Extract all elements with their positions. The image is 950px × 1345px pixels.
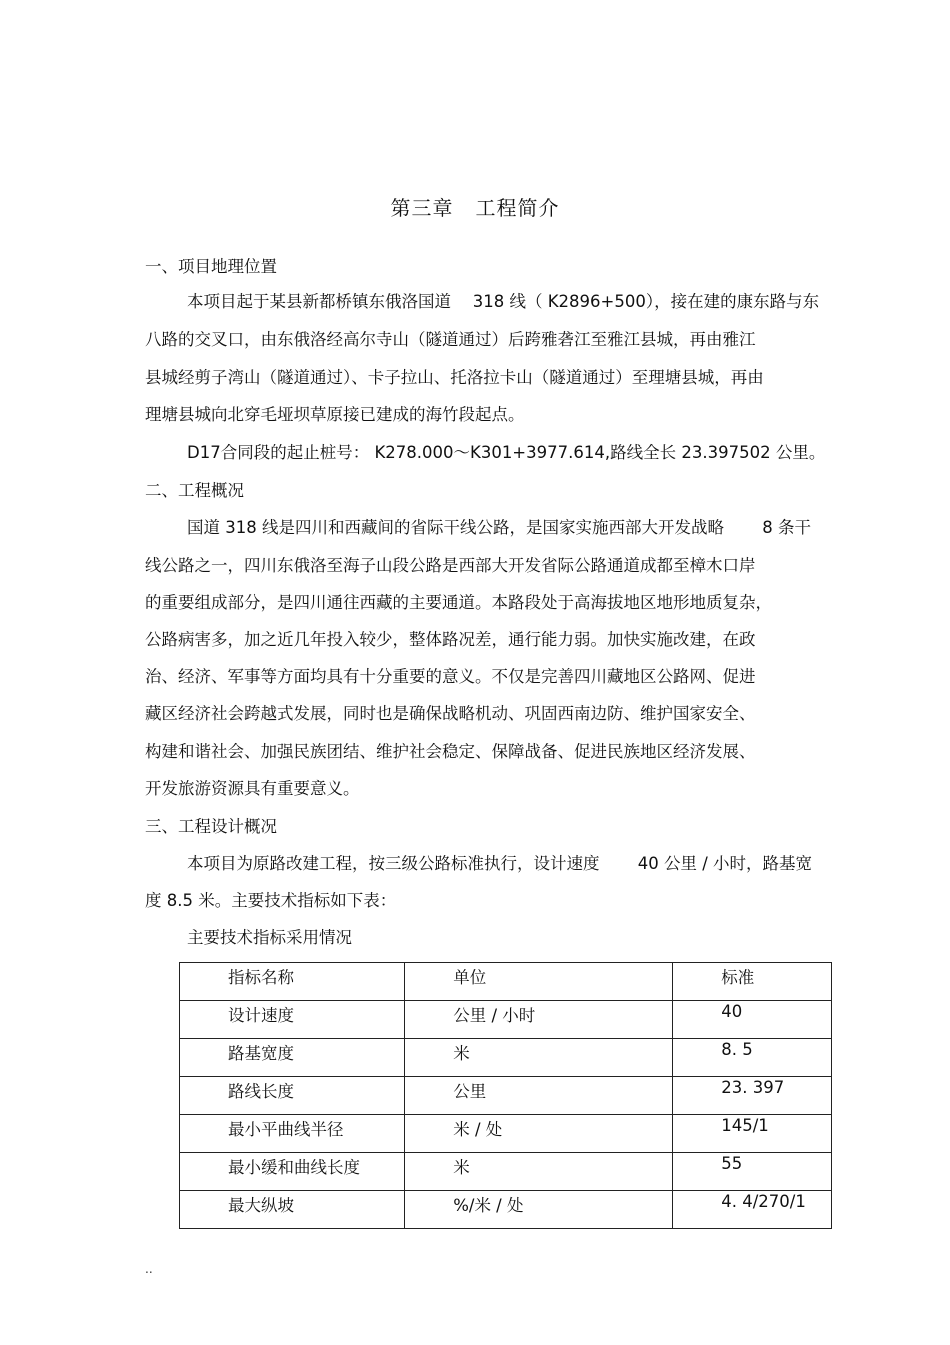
cell-text: %/米 / 处 (453, 1196, 524, 1215)
table-cell (673, 1039, 832, 1077)
header-cell (405, 963, 673, 1001)
table-cell (405, 1077, 673, 1115)
chapter-name: 工程简介 (475, 196, 560, 220)
table-row (180, 1039, 832, 1077)
cell-text: 米 / 处 (453, 1120, 503, 1139)
cell-text: 公里 (453, 1082, 487, 1101)
paragraph-line: D17合同段的起止桩号： K278.000～K301+3977.614,路线全长 23.397502 公里。 (187, 443, 826, 462)
table-header-row (180, 963, 832, 1001)
table-cell (405, 1115, 673, 1153)
paragraph-line: 开发旅游资源具有重要意义。 (145, 779, 360, 798)
section-heading-overview: 二、工程概况 (145, 481, 244, 500)
cell-text: 设计速度 (228, 1006, 294, 1025)
table-row (180, 1153, 832, 1191)
paragraph-line: 国道 318 线是四川和西藏间的省际干线公路，是国家实施西部大开发战略 8 条干 (187, 518, 811, 537)
paragraph-line: 藏区经济社会跨越式发展，同时也是确保战略机动、巩固西南边防、维护国家安全、 (145, 704, 756, 723)
paragraph-line: 公路病害多，加之近几年投入较少，整体路况差，通行能力弱。加快实施改建，在政 (145, 630, 756, 649)
cell-text: 8. 5 (721, 1040, 753, 1059)
table-cell (180, 1001, 405, 1039)
cell-text: 最小平曲线半径 (228, 1120, 344, 1139)
table-cell (405, 1153, 673, 1191)
paragraph-line: 线公路之一，四川东俄洛至海子山段公路是西部大开发省际公路通道成都至樟木口岸 (145, 556, 756, 575)
header-cell (673, 963, 832, 1001)
table-cell (673, 1077, 832, 1115)
section-heading-location: 一、项目地理位置 (145, 257, 277, 276)
cell-text: 路基宽度 (228, 1044, 294, 1063)
header-cell (180, 963, 405, 1001)
cell-text: 米 (453, 1044, 470, 1063)
cell-text: 公里 / 小时 (453, 1006, 536, 1025)
table-cell (180, 1115, 405, 1153)
table-cell (673, 1153, 832, 1191)
table-cell (180, 1191, 405, 1229)
paragraph-line: 八路的交叉口，由东俄洛经高尔寺山（隧道通过）后跨雅砻江至雅江县城，再由雅江 (145, 330, 756, 349)
page-title (0, 192, 950, 221)
paragraph-line: 度 8.5 米。主要技术指标如下表： (145, 891, 397, 910)
table-row (180, 1191, 832, 1229)
cell-text: 40 (721, 1002, 743, 1021)
header-label: 标准 (721, 968, 755, 987)
cell-text: 米 (453, 1158, 470, 1177)
paragraph-line: 本项目起于某县新都桥镇东俄洛国道 318 线（ K2896+500），接在建的康东路与东 (187, 292, 820, 311)
table-cell (673, 1001, 832, 1039)
spec-table (179, 962, 832, 1229)
cell-text: 最小缓和曲线长度 (228, 1158, 360, 1177)
table-cell (405, 1191, 673, 1229)
table-row (180, 1077, 832, 1115)
table-cell (180, 1039, 405, 1077)
paragraph-line: 的重要组成部分，是四川通往西藏的主要通道。本路段处于高海拔地区地形地质复杂， (145, 593, 772, 612)
cell-text: 4. 4/270/1 (721, 1192, 806, 1211)
table-caption: 主要技术指标采用情况 (187, 928, 352, 947)
cell-text: 最大纵坡 (228, 1196, 294, 1215)
header-label: 单位 (453, 968, 487, 987)
table-cell (405, 1001, 673, 1039)
table-cell (673, 1115, 832, 1153)
cell-text: 路线长度 (228, 1082, 294, 1101)
paragraph-line: 理塘县城向北穿毛垭坝草原接已建成的海竹段起点。 (145, 405, 525, 424)
table-cell (180, 1153, 405, 1191)
paragraph-line: 本项目为原路改建工程，按三级公路标准执行，设计速度 40 公里 / 小时，路基宽 (187, 854, 813, 873)
paragraph-line: 构建和谐社会、加强民族团结、维护社会稳定、保障战备、促进民族地区经济发展、 (145, 742, 756, 761)
table-cell (180, 1077, 405, 1115)
chapter-number: 第三章 (390, 196, 454, 220)
paragraph-line: 县城经剪子湾山（隧道通过）、卡子拉山、托洛拉卡山（隧道通过）至理塘县城，再由 (145, 368, 764, 387)
cell-text: 23. 397 (721, 1078, 785, 1097)
table-cell (673, 1191, 832, 1229)
table-cell (405, 1039, 673, 1077)
table-row (180, 1001, 832, 1039)
cell-text: 145/1 (721, 1116, 769, 1135)
page-footer-mark: .. (145, 1262, 153, 1276)
table-row (180, 1115, 832, 1153)
header-label: 指标名称 (228, 968, 294, 987)
cell-text: 55 (721, 1154, 743, 1173)
section-heading-design: 三、工程设计概况 (145, 817, 277, 836)
paragraph-line: 治、经济、军事等方面均具有十分重要的意义。不仅是完善四川藏地区公路网、促进 (145, 667, 756, 686)
